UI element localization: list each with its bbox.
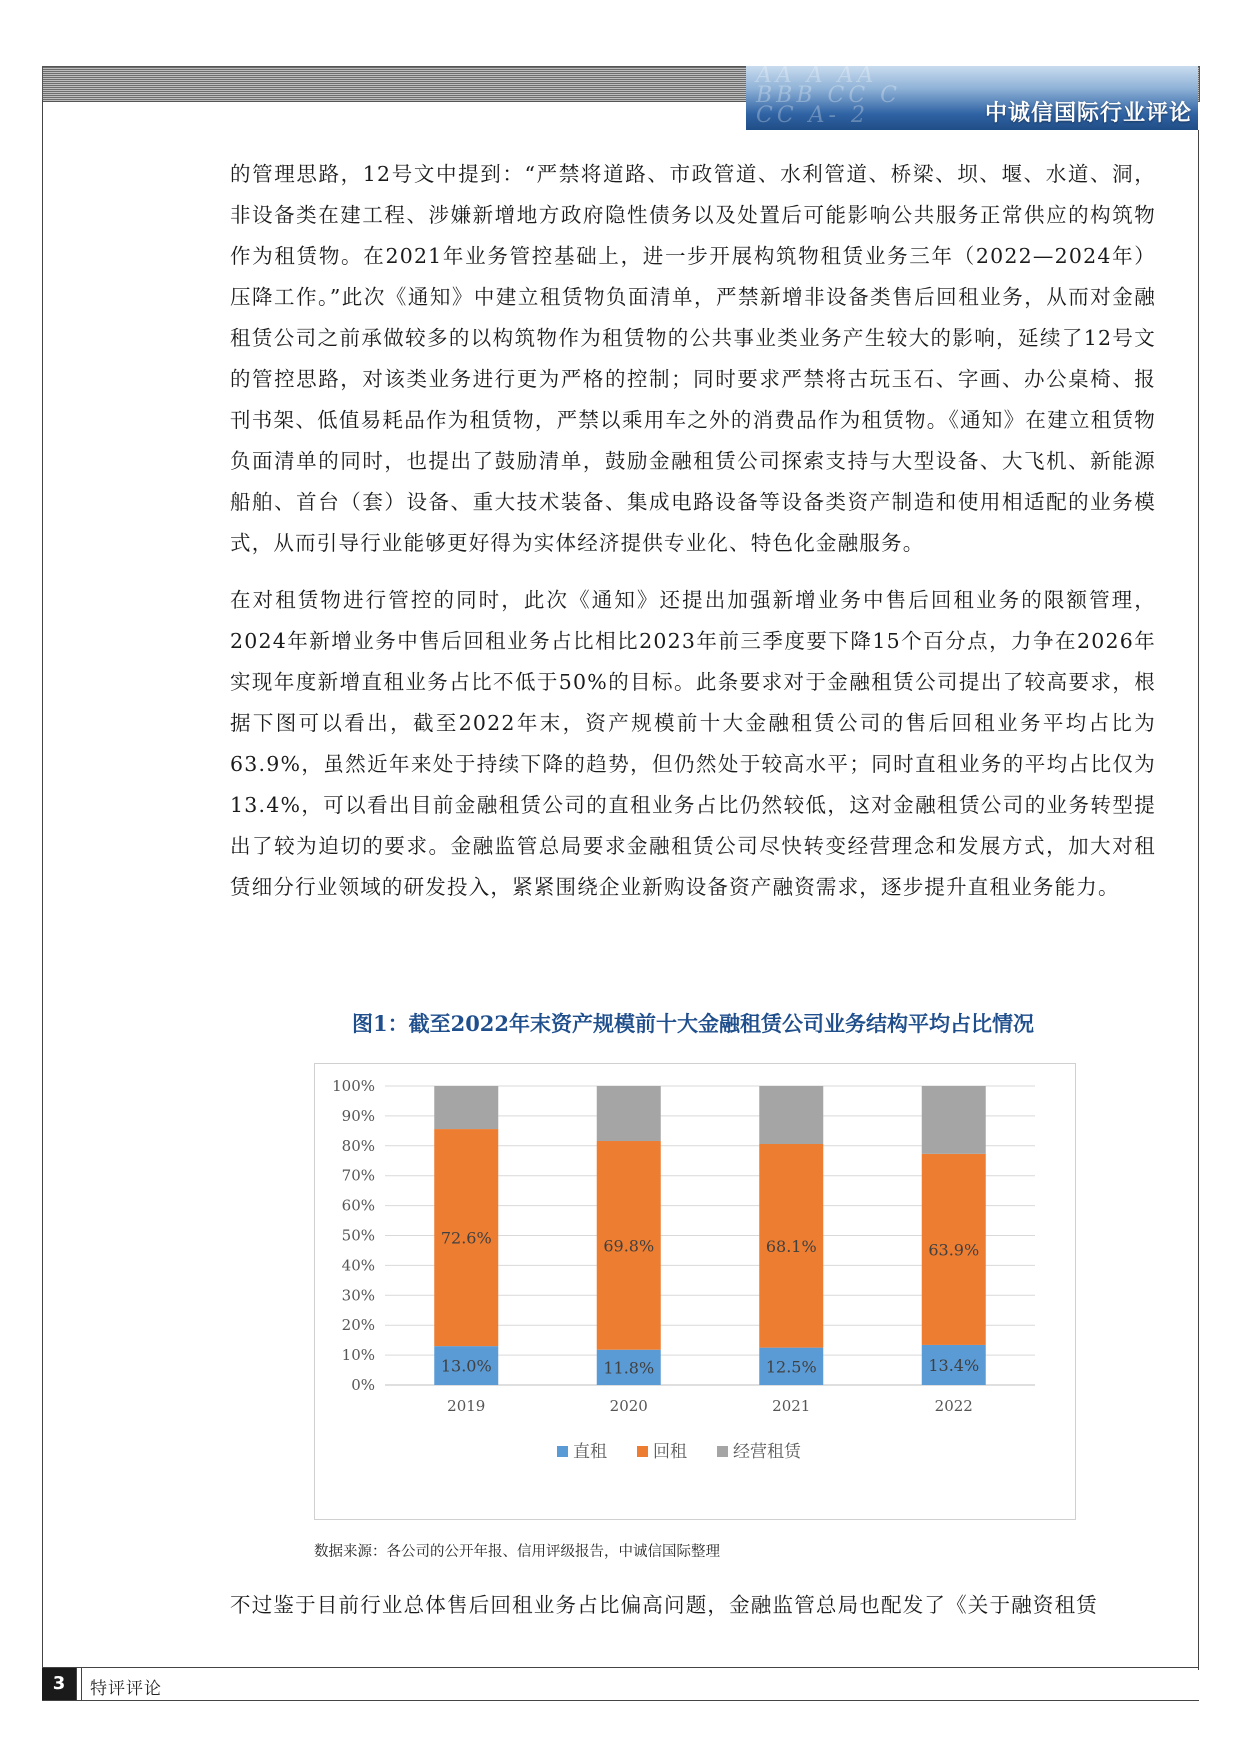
legend-swatch (637, 1446, 648, 1457)
y-tick-label: 90% (341, 1106, 375, 1125)
x-tick-label: 2020 (609, 1397, 648, 1415)
banner-decoration: AA A AA BBB CC C CC A- 2 (756, 66, 901, 128)
x-tick-label: 2022 (934, 1397, 973, 1415)
legend-entry: 直租 (573, 1442, 607, 1462)
data-label: 69.8% (603, 1236, 655, 1256)
bar-segment (597, 1086, 661, 1141)
legend-entry: 经营租赁 (733, 1442, 801, 1462)
y-tick-label: 60% (341, 1196, 375, 1215)
legend-swatch (557, 1446, 568, 1457)
footer-bottom-rule (42, 1700, 1199, 1701)
x-tick-label: 2019 (447, 1397, 486, 1415)
data-label: 72.6% (440, 1228, 492, 1248)
y-tick-label: 10% (341, 1346, 375, 1365)
data-label: 13.4% (928, 1355, 980, 1375)
paragraph-1: 的管理思路，12号文中提到：“严禁将道路、市政管道、水利管道、桥梁、坝、堰、水道、洞，非设备类在建工程、涉嫌新增地方政府隐性债务以及处置后可能影响公共服务正常供应的构筑物作为租赁物。在2021年业务管控基础上，进一步开展构筑物租赁业务三年（2022—2024年）压降工作。”此次《通知》中建立租赁物负面清单，严禁新增非设备类售后回租业务，从而对金融租赁公司之前承做较多的以构筑物作为租赁物的公共事业类业务产生较大的影响，延续了12号文的管控思路，对该类业务进行更为严格的控制；同时要求严禁将古玩玉石、字画、办公桌椅、报刊书架、低值易耗品作为租赁物，严禁以乘用车之外的消费品作为租赁物。《通知》在建立租赁物负面清单的同时，也提出了鼓励清单，鼓励金融租赁公司探索支持与大型设备、大飞机、新能源船舶、首台（套）设备、重大技术装备、集成电路设备等设备类资产制造和使用相适配的业务模式，从而引导行业能够更好得为实体经济提供专业化、特色化金融服务。 (230, 162, 1156, 555)
header-title: 中诚信国际行业评论 (984, 101, 1192, 126)
y-tick-label: 30% (341, 1286, 375, 1305)
data-label: 11.8% (603, 1358, 655, 1378)
paragraph-3: 不过鉴于目前行业总体售后回租业务占比偏高问题，金融监管总局也配发了《关于融资租赁 (230, 1593, 1098, 1617)
body-content (230, 154, 1156, 908)
data-label: 13.0% (440, 1356, 492, 1376)
legend-swatch (717, 1446, 728, 1457)
body-continuation (230, 1585, 1156, 1626)
bar-segment (434, 1086, 498, 1129)
y-tick-label: 70% (341, 1166, 375, 1185)
y-tick-label: 50% (341, 1226, 375, 1245)
y-tick-label: 0% (351, 1376, 375, 1394)
y-tick-label: 80% (341, 1136, 375, 1155)
data-label: 12.5% (765, 1357, 817, 1377)
stacked-bar-chart (314, 1063, 1076, 1520)
chart-svg (315, 1064, 1075, 1519)
footer-section-label: 特评评论 (90, 1679, 162, 1699)
data-label: 68.1% (765, 1236, 817, 1256)
figure-title: 图1：截至2022年末资产规模前十大金融租赁公司业务结构平均占比情况 (351, 1011, 1035, 1036)
bar-segment (759, 1086, 823, 1144)
frame-left-border (42, 100, 43, 1670)
footer-separator (76, 1668, 82, 1700)
footer-top-rule (42, 1667, 1199, 1668)
y-tick-label: 100% (332, 1077, 375, 1095)
y-tick-label: 20% (341, 1316, 375, 1335)
paragraph-2: 在对租赁物进行管控的同时，此次《通知》还提出加强新增业务中售后回租业务的限额管理，2024年新增业务中售后回租业务占比相比2023年前三季度要下降15个百分点，力争在2026年实现年度新增直租业务占比不低于50%的目标。此条要求对于金融租赁公司提出了较高要求，根据下图可以看出，截至2022年末，资产规模前十大金融租赁公司的售后回租业务平均占比为63.9%，虽然近年来处于持续下降的趋势，但仍然处于较高水平；同时直租业务的平均占比仅为13.4%，可以看出目前金融租赁公司的直租业务占比仍然较低，这对金融租赁公司的业务转型提出了较为迫切的要求。金融监管总局要求金融租赁公司尽快转变经营理念和发展方式，加大对租赁细分行业领域的研发投入，紧紧围绕企业新购设备资产融资需求，逐步提升直租业务能力。 (230, 588, 1156, 899)
page-number: 3 (42, 1668, 76, 1700)
data-label: 63.9% (928, 1240, 980, 1260)
bar-segment (922, 1086, 986, 1154)
legend-entry: 回租 (653, 1442, 687, 1462)
header-banner (746, 66, 1198, 130)
x-tick-label: 2021 (772, 1397, 811, 1415)
y-tick-label: 40% (341, 1256, 375, 1275)
data-source-note: 数据来源：各公司的公开年报、信用评级报告，中诚信国际整理 (314, 1544, 720, 1560)
frame-right-border (1198, 130, 1199, 1670)
